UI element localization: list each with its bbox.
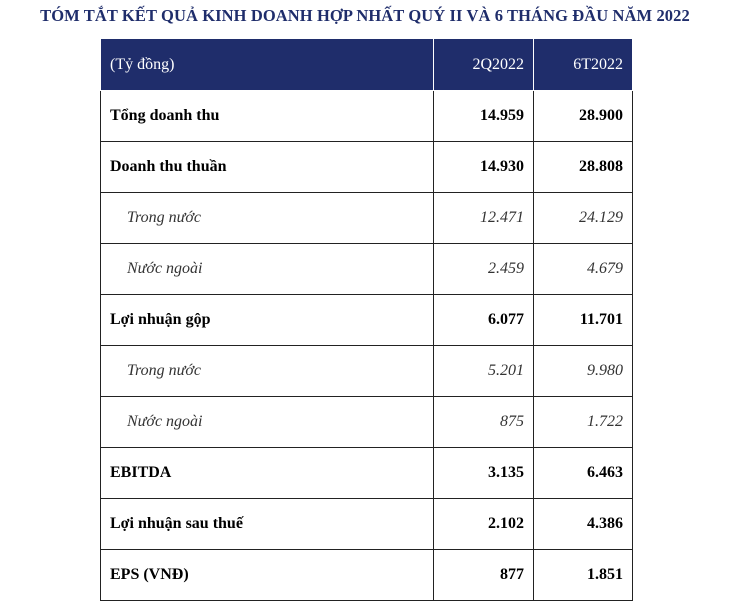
row-value-6t2022: 4.386	[534, 499, 633, 550]
row-value-2q2022: 2.102	[434, 499, 534, 550]
row-value-6t2022: 1.722	[534, 397, 633, 448]
table-row-gross-profit-domestic	[101, 346, 633, 397]
table-row-eps	[101, 550, 633, 601]
row-value-2q2022: 3.135	[434, 448, 534, 499]
row-label: Trong nước	[101, 346, 434, 397]
row-label: EBITDA	[101, 448, 434, 499]
row-value-2q2022: 12.471	[434, 193, 534, 244]
table-row-net-revenue-foreign	[101, 244, 633, 295]
row-value-2q2022: 6.077	[434, 295, 534, 346]
row-value-6t2022: 6.463	[534, 448, 633, 499]
row-value-6t2022: 9.980	[534, 346, 633, 397]
page-title: TÓM TẮT KẾT QUẢ KINH DOANH HỢP NHẤT QUÝ II VÀ 6 THÁNG ĐẦU NĂM 2022	[40, 6, 690, 25]
table-row-net-revenue-domestic	[101, 193, 633, 244]
row-value-2q2022: 2.459	[434, 244, 534, 295]
row-label: Lợi nhuận gộp	[101, 295, 434, 346]
table-row-net-profit	[101, 499, 633, 550]
header-2q2022: 2Q2022	[434, 39, 534, 91]
row-value-2q2022: 14.930	[434, 142, 534, 193]
row-value-6t2022: 28.900	[534, 91, 633, 142]
row-value-2q2022: 14.959	[434, 91, 534, 142]
row-label: Nước ngoài	[101, 397, 434, 448]
row-value-6t2022: 11.701	[534, 295, 633, 346]
row-value-2q2022: 877	[434, 550, 534, 601]
header-6t2022: 6T2022	[534, 39, 633, 91]
table-row-net-revenue	[101, 142, 633, 193]
table-row-gross-profit	[101, 295, 633, 346]
row-label: Tổng doanh thu	[101, 91, 434, 142]
row-label: Nước ngoài	[101, 244, 434, 295]
header-unit: (Tỷ đồng)	[101, 39, 434, 91]
row-label: EPS (VNĐ)	[101, 550, 434, 601]
row-value-6t2022: 24.129	[534, 193, 633, 244]
row-value-6t2022: 4.679	[534, 244, 633, 295]
results-table	[100, 38, 633, 601]
table-row-total-revenue	[101, 91, 633, 142]
row-value-2q2022: 875	[434, 397, 534, 448]
row-label: Doanh thu thuần	[101, 142, 434, 193]
row-value-6t2022: 28.808	[534, 142, 633, 193]
table-header-row	[101, 39, 633, 91]
table-row-ebitda	[101, 448, 633, 499]
row-value-6t2022: 1.851	[534, 550, 633, 601]
row-label: Lợi nhuận sau thuế	[101, 499, 434, 550]
row-value-2q2022: 5.201	[434, 346, 534, 397]
table-row-gross-profit-foreign	[101, 397, 633, 448]
row-label: Trong nước	[101, 193, 434, 244]
